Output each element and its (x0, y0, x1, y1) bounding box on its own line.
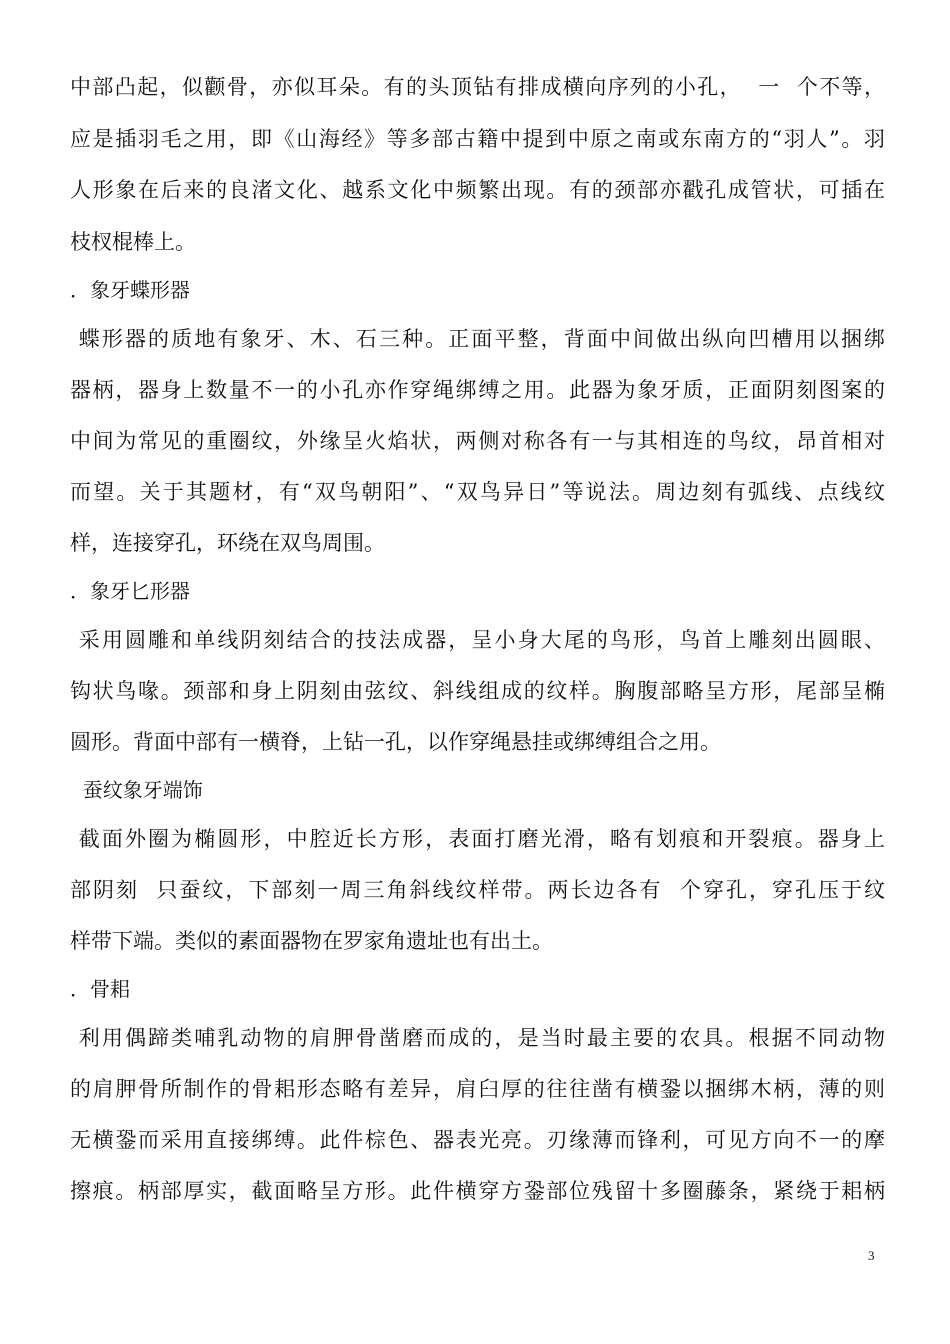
text-line: 采用圆雕和单线阴刻结合的技法成器，呈小身大尾的鸟形，鸟首上雕刻出圆眼、 (70, 628, 885, 652)
text-line: 圆形。背面中部有一横脊，上钻一孔，以作穿绳悬挂或绑缚组合之用。 (70, 730, 721, 754)
text-line: 擦痕。柄部厚实，截面略呈方形。此件横穿方銎部位残留十多圈藤条，紧绕于耜柄 (70, 1179, 885, 1203)
text-line: 而望。关于其题材，有“双鸟朝阳”、“双鸟异日”等说法。周边刻有弧线、点线纹 (70, 480, 885, 504)
text-line: 样，连接穿孔，环绕在双鸟周围。 (70, 531, 385, 555)
text-line: 截面外圈为椭圆形，中腔近长方形，表面打磨光滑，略有划痕和开裂痕。器身上 (70, 827, 885, 851)
text-line: 应是插羽毛之用，即《山海经》等多部古籍中提到中原之南或东南方的“羽人”。羽 (70, 127, 885, 151)
text-line: 利用偶蹄类哺乳动物的肩胛骨凿磨而成的，是当时最主要的农具。根据不同动物 (70, 1026, 885, 1050)
section-heading: 蚕纹象牙端饰 (70, 778, 203, 802)
text-line: 器柄，器身上数量不一的小孔亦作穿绳绑缚之用。此器为象牙质，正面阴刻图案的 (70, 378, 885, 402)
text-line: 中间为常见的重圈纹，外缘呈火焰状，两侧对称各有一与其相连的鸟纹，昂首相对 (70, 429, 885, 453)
section-heading: ．象牙蝶形器 (70, 278, 190, 302)
text-line: 样带下端。类似的素面器物在罗家角遗址也有出土。 (70, 929, 553, 953)
text-line: 中部凸起，似颧骨，亦似耳朵。有的头顶钻有排成横向序列的小孔， 一 个不等， (70, 75, 885, 99)
text-line: 的肩胛骨所制作的骨耜形态略有差异，肩臼厚的往往凿有横銎以捆绑木柄，薄的则 (70, 1077, 885, 1101)
text-line: 无横銎而采用直接绑缚。此件棕色、器表光亮。刃缘薄而锋利，可见方向不一的摩 (70, 1128, 885, 1152)
page-number: 3 (868, 1248, 875, 1263)
text-line: 钩状鸟喙。颈部和身上阴刻由弦纹、斜线组成的纹样。胸腹部略呈方形，尾部呈椭 (70, 679, 885, 703)
text-line: 部阴刻 只蚕纹，下部刻一周三角斜线纹样带。两长边各有 个穿孔，穿孔压于纹 (70, 878, 885, 902)
text-line: 枝杈棍棒上。 (70, 230, 196, 254)
section-heading: ．骨耜 (70, 977, 130, 1001)
text-line: 蝶形器的质地有象牙、木、石三种。正面平整，背面中间做出纵向凹槽用以捆绑 (70, 327, 885, 351)
section-heading: ．象牙匕形器 (70, 579, 190, 603)
text-line: 人形象在后来的良渚文化、越系文化中频繁出现。有的颈部亦戳孔成管状，可插在 (70, 178, 885, 202)
